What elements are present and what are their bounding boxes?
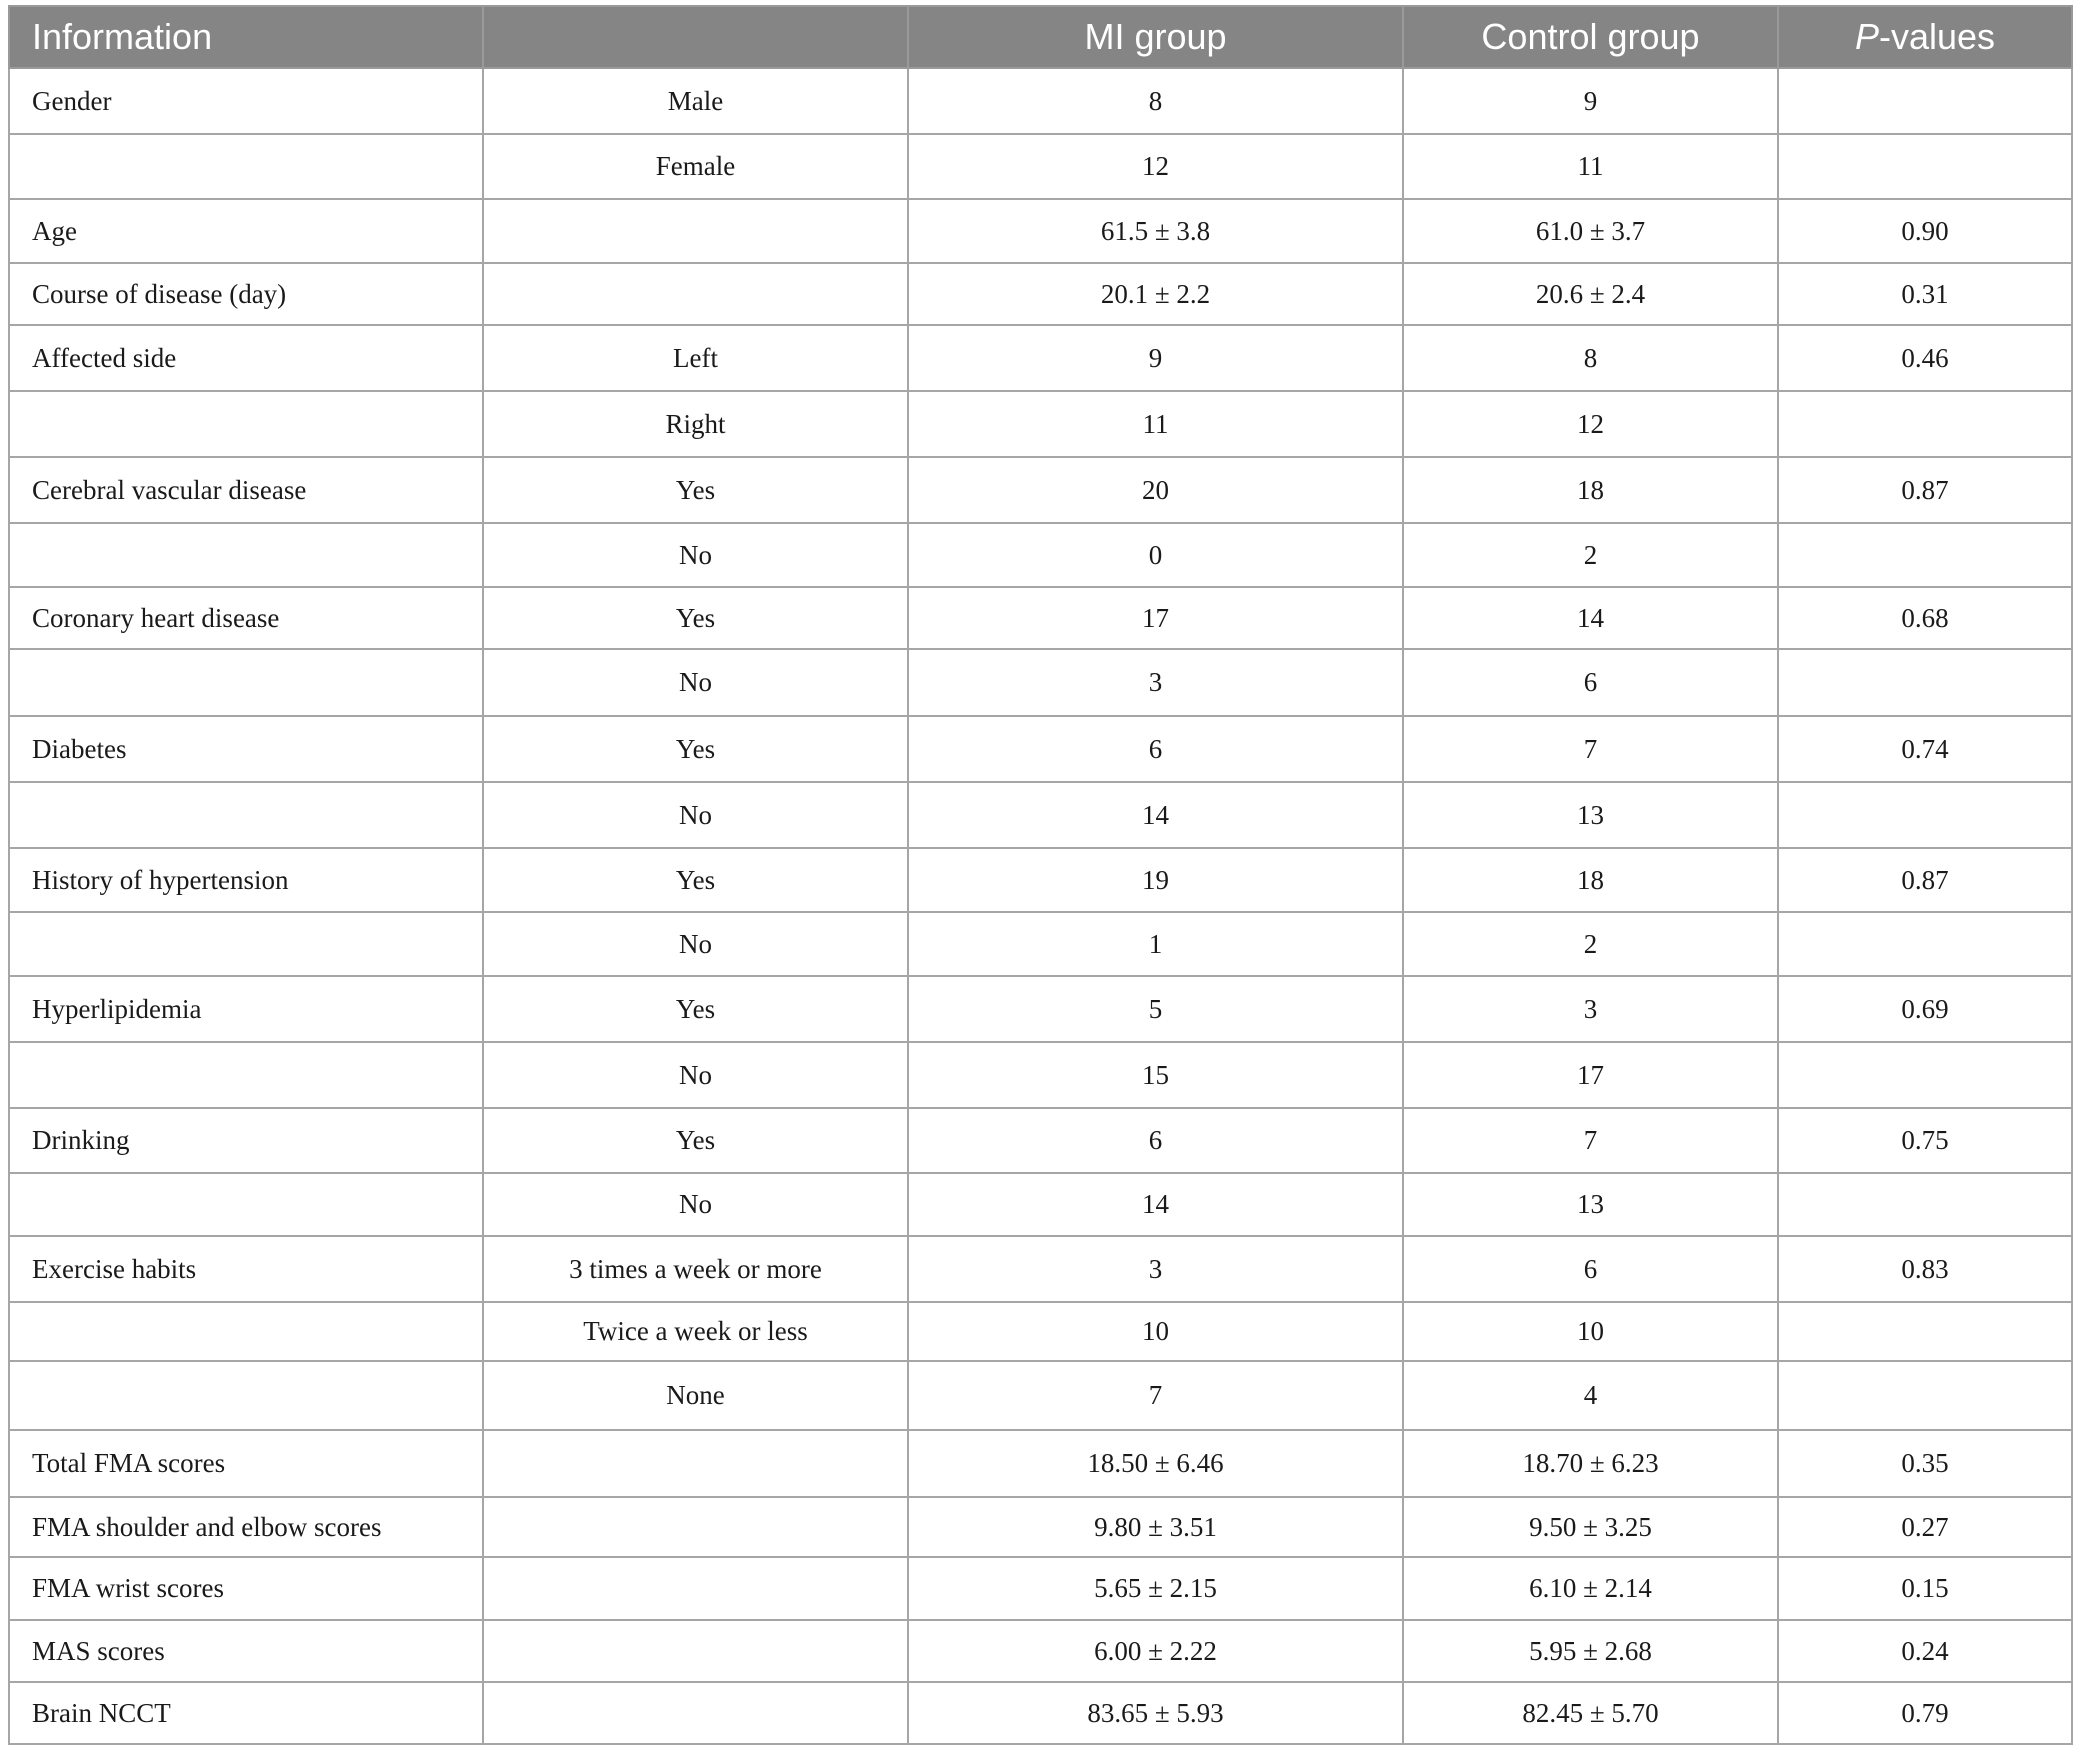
table-row [9, 1557, 2072, 1620]
p-symbol: P [1854, 16, 1879, 57]
row-mi-value: 9.80 ± 3.51 [908, 1497, 1403, 1557]
row-p-value: 0.15 [1778, 1557, 2072, 1620]
row-subcategory [483, 263, 908, 325]
row-control-value: 7 [1403, 716, 1778, 782]
row-label: Gender [9, 68, 483, 134]
row-label: Diabetes [9, 716, 483, 782]
row-p-value [1778, 1302, 2072, 1361]
row-control-value: 9.50 ± 3.25 [1403, 1497, 1778, 1557]
row-mi-value: 14 [908, 1173, 1403, 1236]
row-p-value [1778, 523, 2072, 587]
table-row [9, 391, 2072, 457]
row-p-value [1778, 1173, 2072, 1236]
row-subcategory: Yes [483, 587, 908, 649]
row-p-value [1778, 1361, 2072, 1430]
table-row [9, 199, 2072, 263]
row-subcategory: No [483, 649, 908, 716]
row-control-value: 6 [1403, 1236, 1778, 1302]
row-control-value: 6.10 ± 2.14 [1403, 1557, 1778, 1620]
row-control-value: 3 [1403, 976, 1778, 1042]
row-subcategory: No [483, 782, 908, 848]
header-row [9, 6, 2072, 68]
row-label [9, 1173, 483, 1236]
row-mi-value: 9 [908, 325, 1403, 391]
row-subcategory: No [483, 912, 908, 976]
row-label: FMA shoulder and elbow scores [9, 1497, 483, 1557]
row-p-value [1778, 649, 2072, 716]
table-body [9, 68, 2072, 1744]
row-mi-value: 20 [908, 457, 1403, 523]
row-label: Brain NCCT [9, 1682, 483, 1744]
row-control-value: 12 [1403, 391, 1778, 457]
header-control-group: Control group [1403, 6, 1778, 68]
row-control-value: 2 [1403, 912, 1778, 976]
table-row [9, 1042, 2072, 1108]
row-mi-value: 14 [908, 782, 1403, 848]
row-label [9, 523, 483, 587]
row-label [9, 134, 483, 199]
row-control-value: 17 [1403, 1042, 1778, 1108]
row-control-value: 13 [1403, 782, 1778, 848]
row-label [9, 1361, 483, 1430]
header-mi-group: MI group [908, 6, 1403, 68]
row-subcategory: Right [483, 391, 908, 457]
row-control-value: 6 [1403, 649, 1778, 716]
row-mi-value: 83.65 ± 5.93 [908, 1682, 1403, 1744]
row-mi-value: 10 [908, 1302, 1403, 1361]
row-mi-value: 15 [908, 1042, 1403, 1108]
row-p-value: 0.69 [1778, 976, 2072, 1042]
row-subcategory [483, 1682, 908, 1744]
table-row [9, 912, 2072, 976]
row-mi-value: 6 [908, 716, 1403, 782]
row-control-value: 82.45 ± 5.70 [1403, 1682, 1778, 1744]
row-subcategory: Female [483, 134, 908, 199]
row-control-value: 61.0 ± 3.7 [1403, 199, 1778, 263]
row-mi-value: 12 [908, 134, 1403, 199]
row-mi-value: 8 [908, 68, 1403, 134]
row-control-value: 20.6 ± 2.4 [1403, 263, 1778, 325]
row-label: Hyperlipidemia [9, 976, 483, 1042]
row-label: History of hypertension [9, 848, 483, 912]
row-mi-value: 7 [908, 1361, 1403, 1430]
row-control-value: 9 [1403, 68, 1778, 134]
row-label: Coronary heart disease [9, 587, 483, 649]
table-row [9, 1108, 2072, 1173]
row-label [9, 912, 483, 976]
row-mi-value: 17 [908, 587, 1403, 649]
row-subcategory [483, 1497, 908, 1557]
table-row [9, 523, 2072, 587]
table-row [9, 1236, 2072, 1302]
table-row [9, 716, 2072, 782]
row-p-value: 0.31 [1778, 263, 2072, 325]
row-subcategory: No [483, 1042, 908, 1108]
demographics-table [8, 5, 2073, 1745]
row-control-value: 4 [1403, 1361, 1778, 1430]
row-mi-value: 1 [908, 912, 1403, 976]
row-label [9, 1302, 483, 1361]
p-suffix: -values [1878, 16, 1996, 57]
row-mi-value: 19 [908, 848, 1403, 912]
row-label [9, 1042, 483, 1108]
row-subcategory: Left [483, 325, 908, 391]
table-row [9, 1497, 2072, 1557]
row-mi-value: 5 [908, 976, 1403, 1042]
table-row [9, 1173, 2072, 1236]
row-subcategory: Male [483, 68, 908, 134]
row-label [9, 649, 483, 716]
row-subcategory: No [483, 523, 908, 587]
table-row [9, 1361, 2072, 1430]
row-subcategory [483, 1620, 908, 1682]
row-mi-value: 3 [908, 649, 1403, 716]
row-p-value [1778, 68, 2072, 134]
row-control-value: 5.95 ± 2.68 [1403, 1620, 1778, 1682]
row-p-value: 0.46 [1778, 325, 2072, 391]
row-label: Course of disease (day) [9, 263, 483, 325]
row-subcategory: Yes [483, 1108, 908, 1173]
row-label [9, 782, 483, 848]
row-subcategory: Yes [483, 848, 908, 912]
row-label: Cerebral vascular disease [9, 457, 483, 523]
row-control-value: 11 [1403, 134, 1778, 199]
table-row [9, 848, 2072, 912]
row-subcategory: Yes [483, 976, 908, 1042]
header-p-values [1778, 6, 2072, 68]
row-label: Total FMA scores [9, 1430, 483, 1497]
row-p-value: 0.87 [1778, 848, 2072, 912]
row-mi-value: 0 [908, 523, 1403, 587]
row-control-value: 7 [1403, 1108, 1778, 1173]
row-p-value [1778, 391, 2072, 457]
row-mi-value: 6 [908, 1108, 1403, 1173]
row-label: Drinking [9, 1108, 483, 1173]
row-subcategory: No [483, 1173, 908, 1236]
row-mi-value: 61.5 ± 3.8 [908, 199, 1403, 263]
row-control-value: 18.70 ± 6.23 [1403, 1430, 1778, 1497]
row-p-value: 0.74 [1778, 716, 2072, 782]
row-p-value [1778, 1042, 2072, 1108]
table-row [9, 263, 2072, 325]
row-p-value: 0.68 [1778, 587, 2072, 649]
row-p-value [1778, 134, 2072, 199]
row-p-value [1778, 912, 2072, 976]
table-row [9, 976, 2072, 1042]
table-row [9, 1302, 2072, 1361]
row-p-value: 0.24 [1778, 1620, 2072, 1682]
row-mi-value: 5.65 ± 2.15 [908, 1557, 1403, 1620]
row-p-value: 0.27 [1778, 1497, 2072, 1557]
table-row [9, 587, 2072, 649]
row-control-value: 18 [1403, 848, 1778, 912]
row-control-value: 14 [1403, 587, 1778, 649]
row-mi-value: 6.00 ± 2.22 [908, 1620, 1403, 1682]
table-row [9, 457, 2072, 523]
table-row [9, 782, 2072, 848]
row-subcategory [483, 1557, 908, 1620]
row-subcategory [483, 199, 908, 263]
row-p-value [1778, 782, 2072, 848]
row-label: Exercise habits [9, 1236, 483, 1302]
row-label: FMA wrist scores [9, 1557, 483, 1620]
row-p-value: 0.90 [1778, 199, 2072, 263]
table-row [9, 134, 2072, 199]
row-mi-value: 18.50 ± 6.46 [908, 1430, 1403, 1497]
row-p-value: 0.35 [1778, 1430, 2072, 1497]
table-row [9, 325, 2072, 391]
row-label: MAS scores [9, 1620, 483, 1682]
row-subcategory: Twice a week or less [483, 1302, 908, 1361]
table-row [9, 649, 2072, 716]
table-row [9, 1620, 2072, 1682]
row-mi-value: 3 [908, 1236, 1403, 1302]
table-row [9, 68, 2072, 134]
row-p-value: 0.79 [1778, 1682, 2072, 1744]
row-mi-value: 20.1 ± 2.2 [908, 263, 1403, 325]
row-p-value: 0.83 [1778, 1236, 2072, 1302]
row-control-value: 13 [1403, 1173, 1778, 1236]
header-information: Information [9, 6, 483, 68]
table-row [9, 1430, 2072, 1497]
row-control-value: 10 [1403, 1302, 1778, 1361]
row-label: Age [9, 199, 483, 263]
row-subcategory: 3 times a week or more [483, 1236, 908, 1302]
header-subcategory [483, 6, 908, 68]
row-label: Affected side [9, 325, 483, 391]
row-control-value: 2 [1403, 523, 1778, 587]
row-subcategory: None [483, 1361, 908, 1430]
row-mi-value: 11 [908, 391, 1403, 457]
row-subcategory [483, 1430, 908, 1497]
row-label [9, 391, 483, 457]
row-p-value: 0.75 [1778, 1108, 2072, 1173]
row-control-value: 8 [1403, 325, 1778, 391]
row-p-value: 0.87 [1778, 457, 2072, 523]
table-row [9, 1682, 2072, 1744]
row-subcategory: Yes [483, 457, 908, 523]
row-control-value: 18 [1403, 457, 1778, 523]
row-subcategory: Yes [483, 716, 908, 782]
